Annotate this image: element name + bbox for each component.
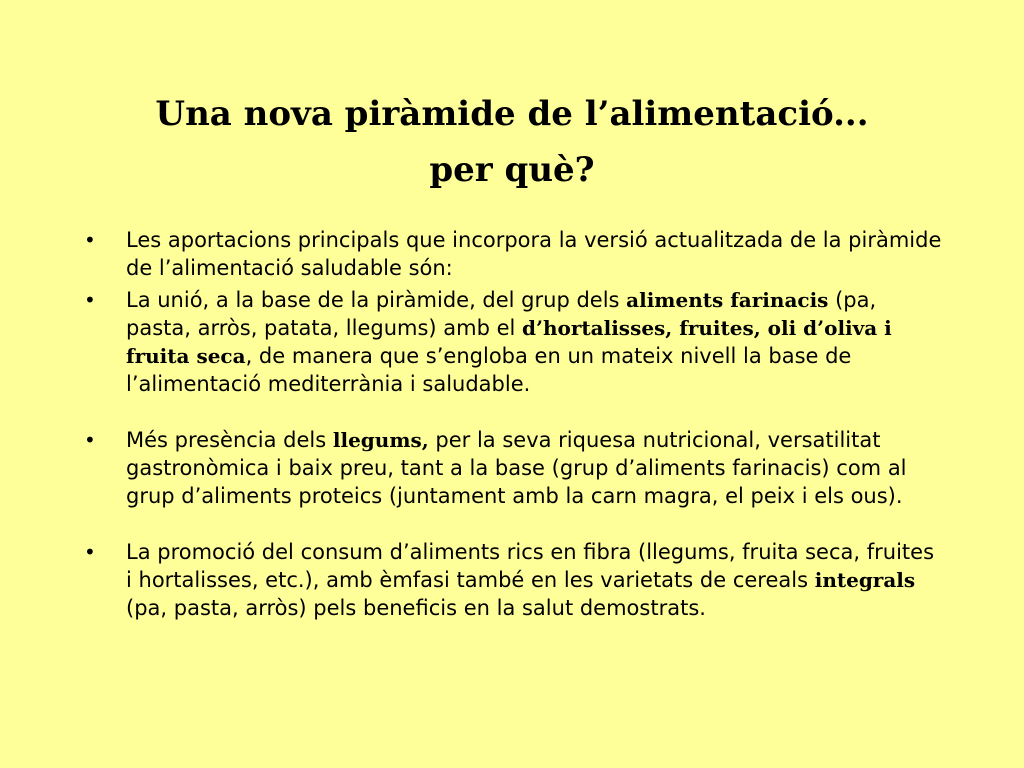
bullet-item <box>84 426 944 510</box>
bullet-keyword: aliments farinacis <box>626 288 829 312</box>
title-line-1: Una nova piràmide de l’alimentació... <box>155 94 869 134</box>
bullet-item <box>84 538 944 622</box>
bullet-dot: • <box>84 428 96 452</box>
bullet-list <box>84 226 944 626</box>
bullet-text: (pa, pasta, arròs, patata, llegums) amb el <box>126 288 877 340</box>
bullet-dot: • <box>84 228 96 252</box>
bullet-text: per la seva riquesa nutricional, versatilitat gastronòmica i baix preu, tant a la base (grup d’aliments farinacis) com al grup d’aliments proteics (juntament amb la carn magra, el peix i els ous). <box>126 428 907 508</box>
bullet-dot: • <box>84 540 96 564</box>
bullet-text: Més presència dels <box>126 428 333 452</box>
bullet-text: La unió, a la base de la piràmide, del grup dels <box>126 288 627 312</box>
bullet-item <box>84 286 944 398</box>
bullet-item <box>84 226 944 282</box>
bullet-text: (pa, pasta, arròs) pels beneficis en la salut demostrats. <box>126 596 706 620</box>
bullet-keyword: d’hortalisses, fruites, oli d’oliva i fruita seca <box>126 316 892 368</box>
bullet-text: , de manera que s’engloba en un mateix nivell la base de l’alimentació mediterrània i saludable. <box>126 344 852 396</box>
bullet-keyword: llegums, <box>332 428 429 452</box>
title-line-2: per què? <box>429 150 595 190</box>
bullet-dot: • <box>84 288 96 312</box>
bullet-keyword: integrals <box>814 568 916 592</box>
slide-title <box>60 86 964 198</box>
bullet-text: La promoció del consum d’aliments rics en fibra (llegums, fruita seca, fruites i hortalisses, etc.), amb èmfasi també en les varietats de cereals <box>126 540 935 592</box>
bullet-text: Les aportacions principals que incorpora la versió actualitzada de la piràmide de l’alimentació saludable són: <box>126 228 942 280</box>
